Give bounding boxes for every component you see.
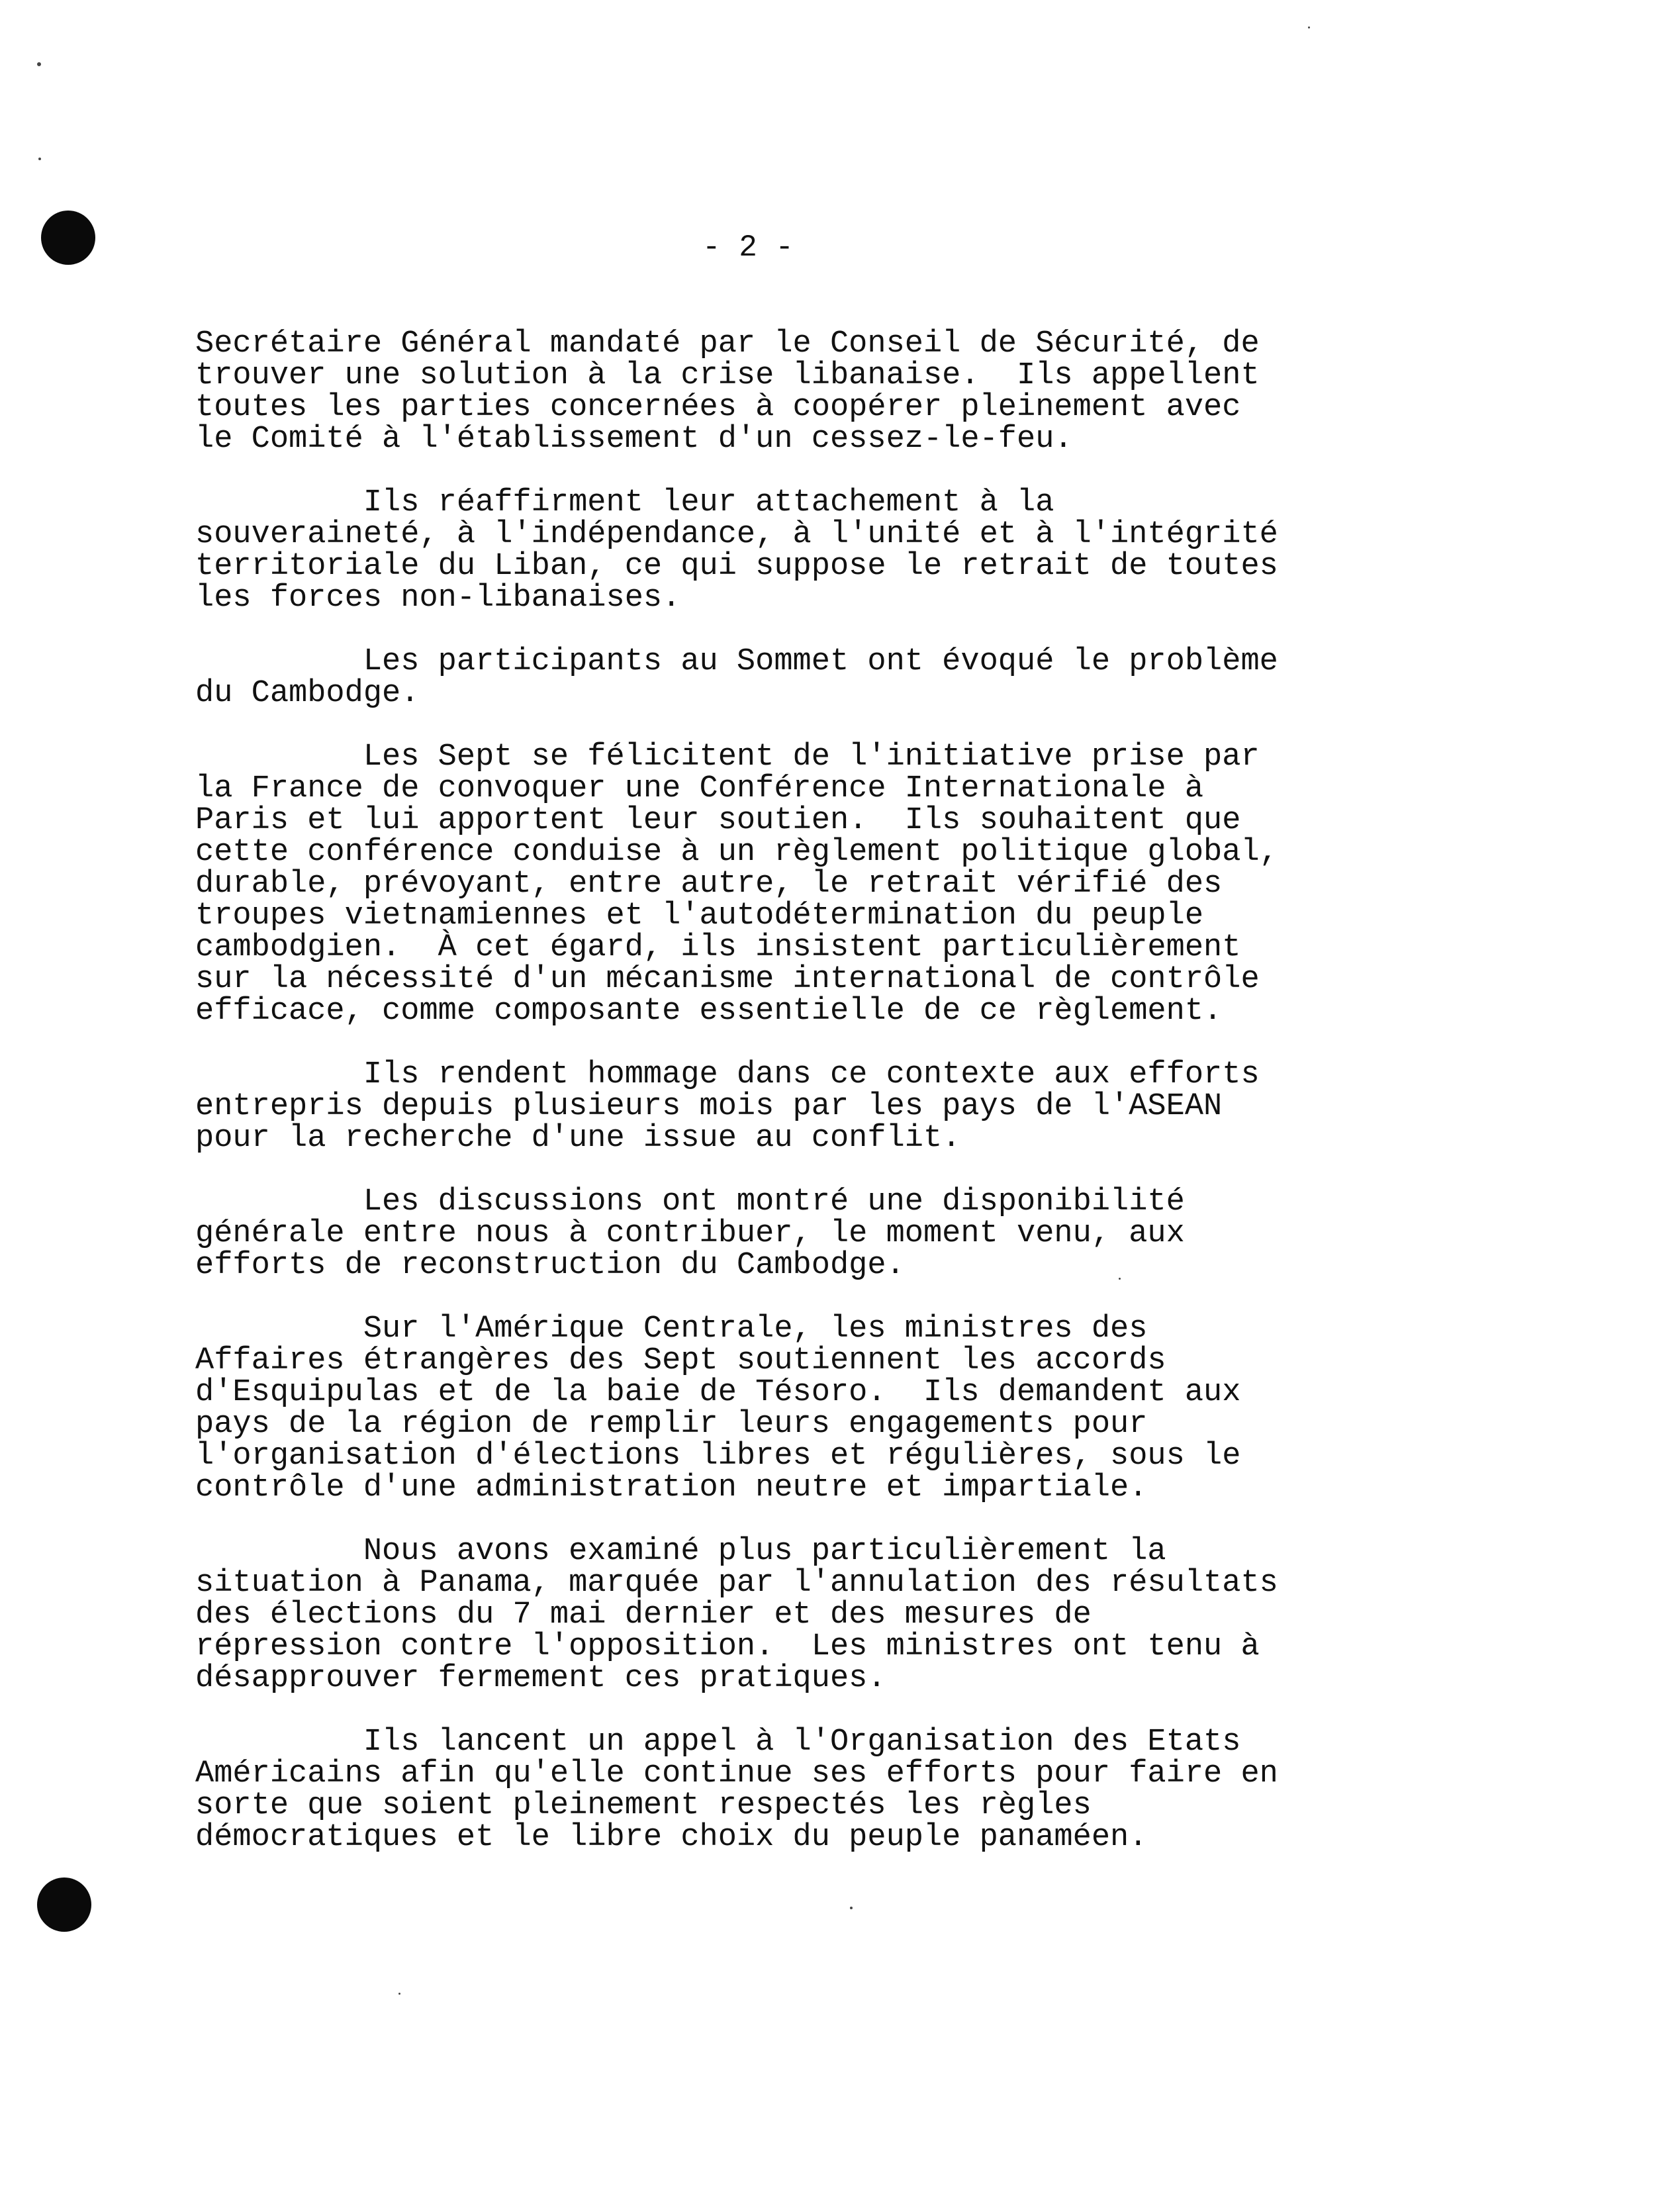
scan-speck xyxy=(37,62,41,66)
scan-speck xyxy=(1308,26,1310,28)
page-number: - 2 - xyxy=(702,230,794,265)
scan-speck xyxy=(850,1907,853,1909)
scan-speck xyxy=(38,158,41,160)
paragraph: Ils rendent hommage dans ce contexte aux efforts entrepris depuis plusieurs mois par les pays de l'ASEAN pour la recherche d'une issue au conflit. xyxy=(195,1057,1260,1156)
paragraph: Secrétaire Général mandaté par le Conseil de Sécurité, de trouver une solution à la crise libanaise. Ils appellent toutes les parties concernées à coopérer pleinement avec le Comité à l'établissement d'un cessez-le-feu. xyxy=(195,326,1260,457)
paragraph: Les discussions ont montré une disponibilité générale entre nous à contribuer, le moment venu, aux efforts de reconstruction du Cambodge. xyxy=(195,1184,1185,1283)
paragraph: Les participants au Sommet ont évoqué le problème du Cambodge. xyxy=(195,644,1278,711)
punch-hole-bottom xyxy=(37,1877,91,1932)
paragraph: Sur l'Amérique Centrale, les ministres des Affaires étrangères des Sept soutiennent les accords d'Esquipulas et de la baie de Tésoro. Ils demandent aux pays de la région de remplir leurs engagements pour l'organisation d'élections libres et régulières, sous le contrôle d'une administration neutre et impartiale. xyxy=(195,1311,1241,1505)
paragraph: Nous avons examiné plus particulièrement la situation à Panama, marquée par l'annulation des résultats des élections du 7 mai dernier et des mesures de répression contre l'opposition. Les ministres ont tenu à désapprouver fermement ces pratiques. xyxy=(195,1534,1278,1696)
paragraph: Ils lancent un appel à l'Organisation des Etats Américains afin qu'elle continue ses efforts pour faire en sorte que soient pleinement respectés les règles démocratiques et le libre choix du peuple panaméen. xyxy=(195,1725,1278,1855)
paragraph: Ils réaffirment leur attachement à la souveraineté, à l'indépendance, à l'unité et à l'intégrité territoriale du Liban, ce qui suppose le retrait de toutes les forces non-libanaises. xyxy=(195,485,1278,616)
body-text xyxy=(195,328,1334,1885)
scan-speck xyxy=(398,1993,400,1995)
paragraph: Les Sept se félicitent de l'initiative prise par la France de convoquer une Conférence Internationale à Paris et lui apportent leur soutien. Ils souhaitent que cette conférence conduise à un règlement politique global, durable, prévoyant, entre autre, le retrait vérifié des troupes vietnamiennes et l'autodétermination du peuple cambodgien. À cet égard, ils insistent particulièrement sur la nécessité d'un mécanisme international de contrôle efficace, comme composante essentielle de ce règlement. xyxy=(195,739,1278,1029)
